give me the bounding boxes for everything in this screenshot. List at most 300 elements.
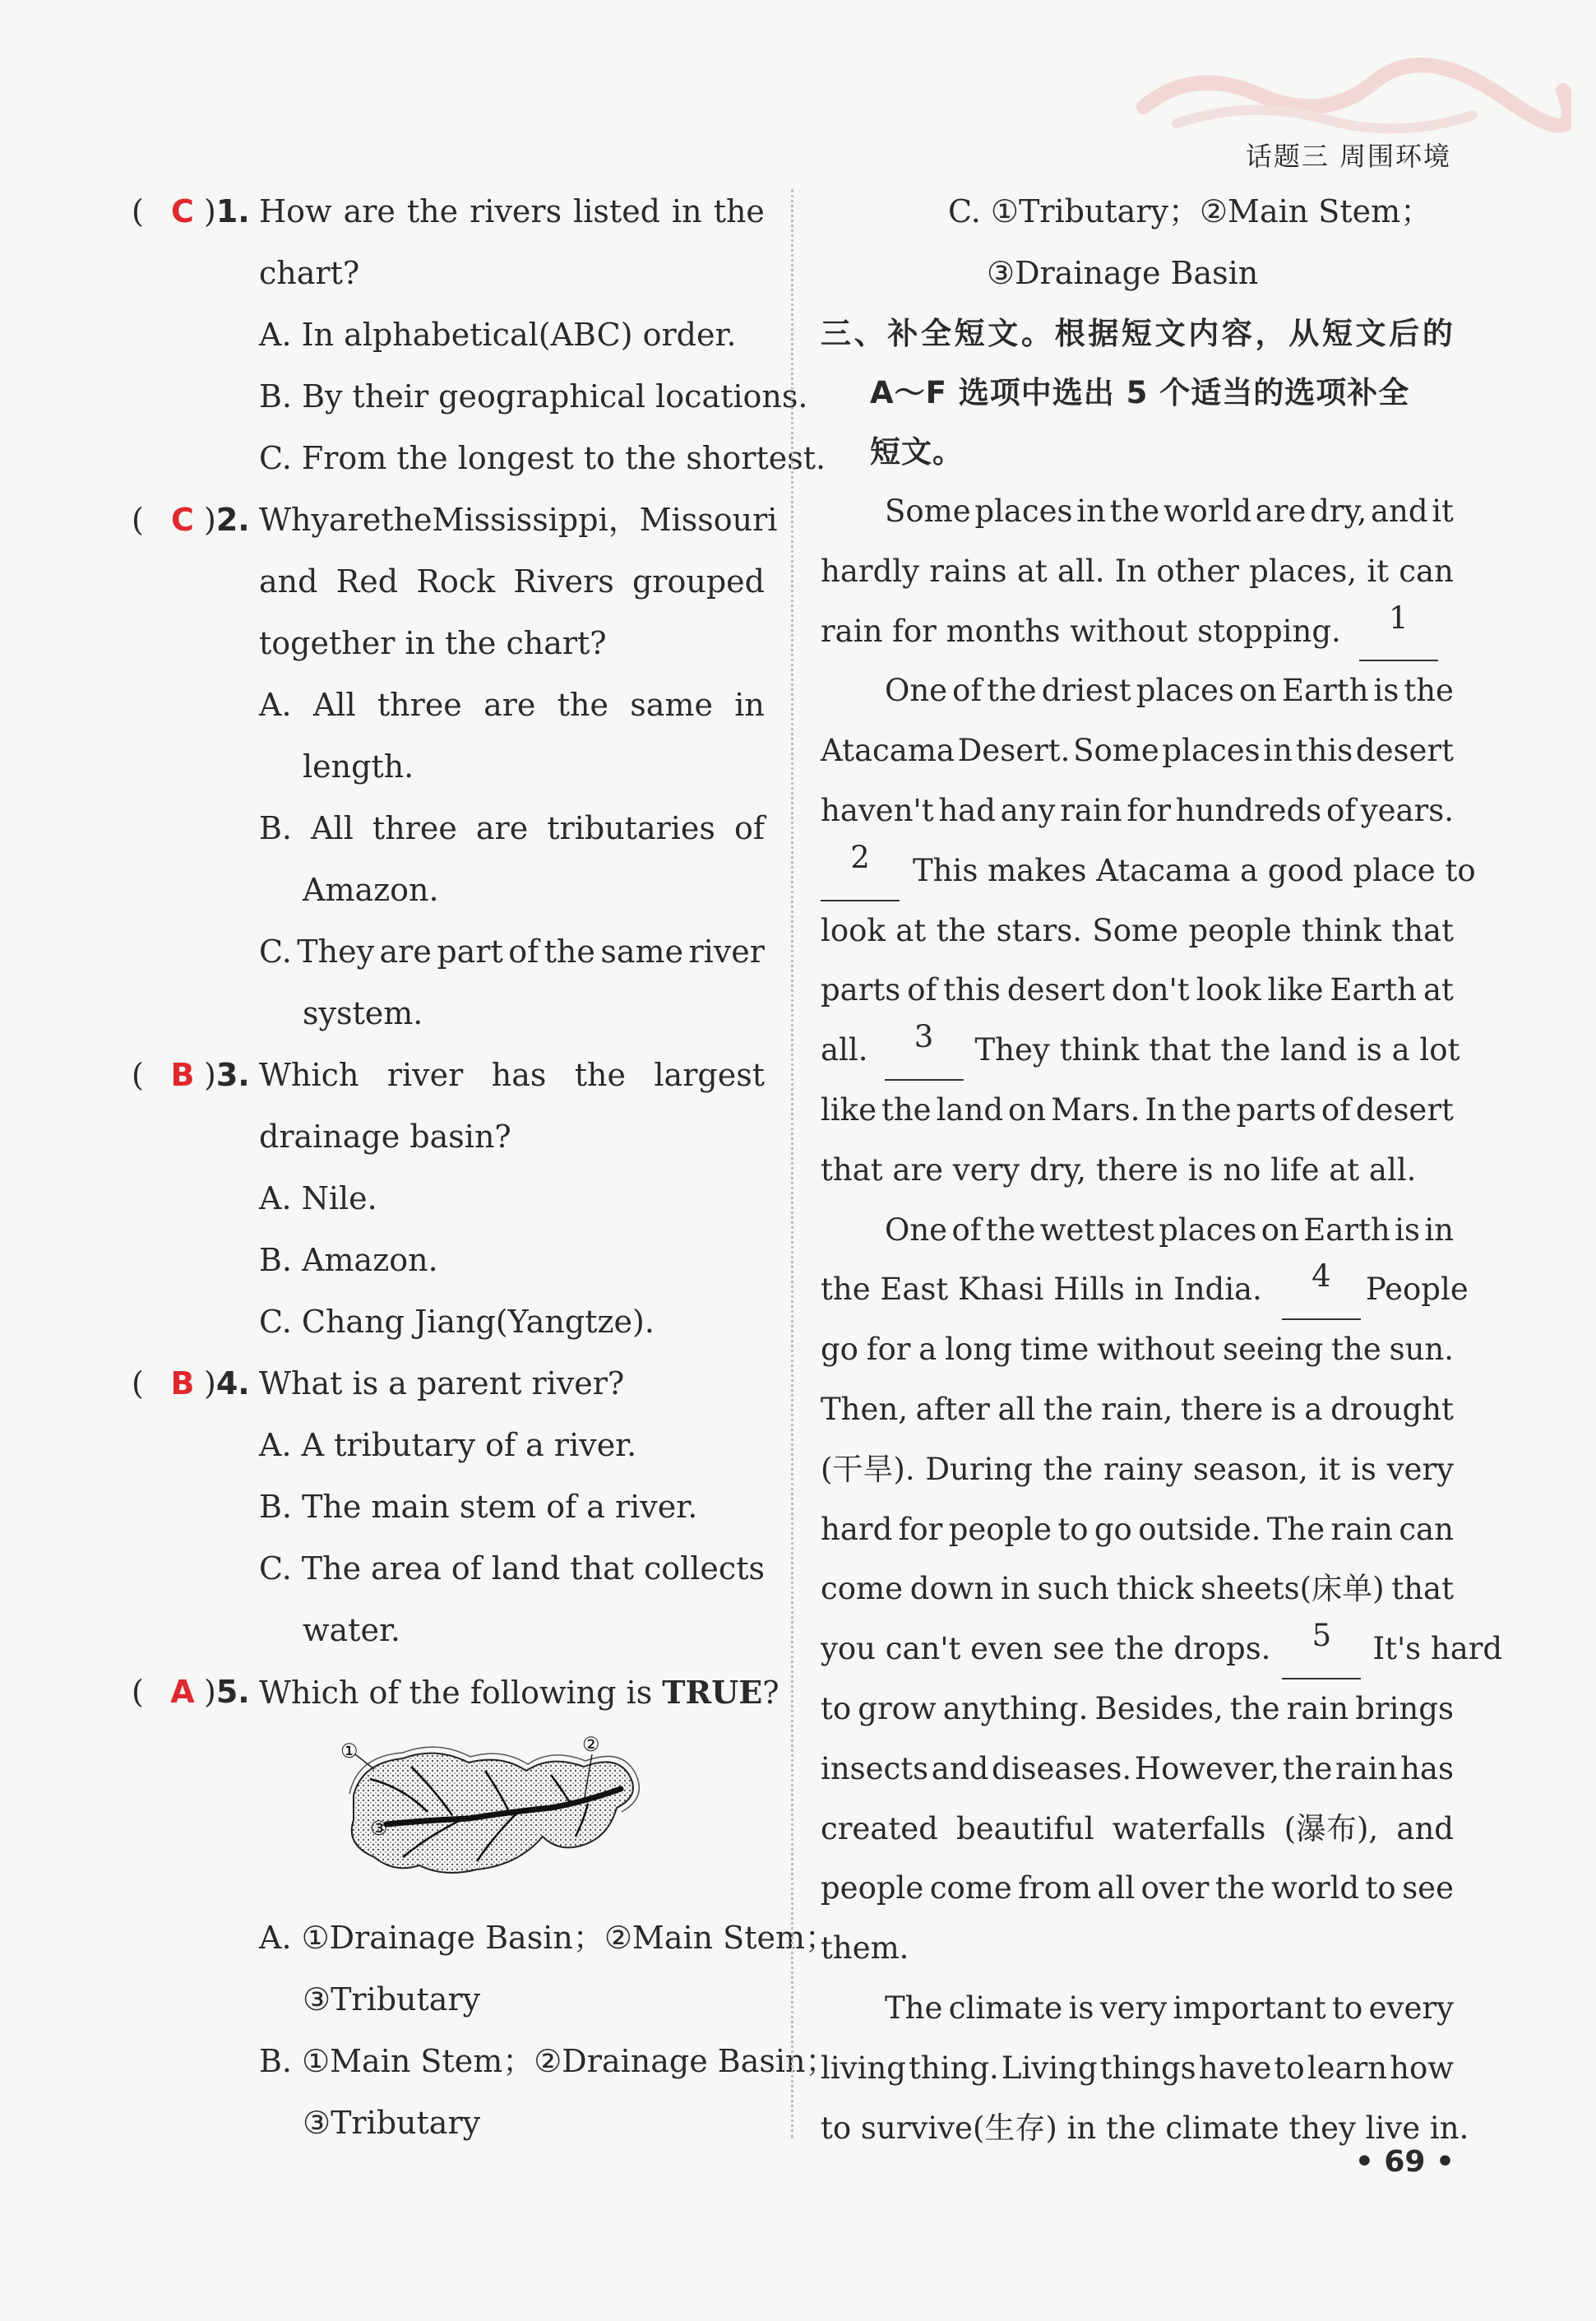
word: Red xyxy=(335,563,399,600)
word: in xyxy=(1076,493,1106,529)
section-3-instructions xyxy=(821,304,1454,482)
question-1: ( C )1. How are the rivers listed in the chart? A. In alphabetical(ABC) order. B. By their geographical locations. C. From the longest to the shortest. xyxy=(123,181,765,489)
word: very xyxy=(1386,1451,1454,1487)
word: world xyxy=(1163,493,1252,529)
title-char: ， xyxy=(1255,316,1287,351)
word: Which xyxy=(259,1057,359,1093)
blank-5[interactable]: 5 xyxy=(1282,1619,1361,1679)
word: Mars. xyxy=(1051,1091,1140,1128)
blank-2[interactable]: 2 xyxy=(821,841,900,901)
word: there xyxy=(1181,1391,1264,1427)
word: driest xyxy=(1041,673,1131,709)
option-b: B. The main stem of a river. xyxy=(259,1489,698,1525)
word: beautiful xyxy=(956,1810,1094,1846)
title-char: 短 xyxy=(1121,316,1153,351)
word: important xyxy=(1173,1990,1326,2026)
passage-line xyxy=(821,1559,1454,1619)
passage-line xyxy=(821,482,1454,542)
option-a: A. Nile. xyxy=(259,1180,377,1216)
word: at xyxy=(1016,553,1048,589)
word: places, xyxy=(1249,553,1358,589)
word: can xyxy=(1399,1511,1454,1547)
word: of xyxy=(508,933,539,970)
word: (干旱). xyxy=(821,1451,915,1487)
word: three xyxy=(377,687,462,723)
word: over xyxy=(1140,1870,1210,1906)
passage xyxy=(821,482,1503,2158)
option-a: A. ①Drainage Basin；②Main Stem； xyxy=(259,1920,836,1956)
word: created xyxy=(821,1810,938,1846)
word: Atacama xyxy=(821,733,955,769)
word: time xyxy=(1020,1332,1089,1368)
word: Mississippi，Missouri xyxy=(432,502,778,538)
word: A. xyxy=(259,687,292,723)
word: like xyxy=(821,1091,877,1128)
word: of xyxy=(952,673,983,709)
passage-line: They think that the land is a lot xyxy=(974,1032,1460,1068)
word: it xyxy=(1318,1451,1341,1487)
word: years. xyxy=(1360,792,1454,828)
question-number: 3. xyxy=(215,1057,250,1093)
word: One xyxy=(885,1211,948,1248)
passage-line xyxy=(821,1859,1454,1919)
column-divider xyxy=(791,189,793,2138)
word: river xyxy=(386,1057,464,1093)
word: same xyxy=(630,687,713,723)
word: climate xyxy=(948,1990,1063,2026)
word: places xyxy=(1136,673,1234,709)
map-label-1: ① xyxy=(340,1740,359,1763)
word: Then, xyxy=(821,1391,908,1427)
word: are xyxy=(379,933,432,970)
word: the xyxy=(1229,1690,1280,1726)
word: look xyxy=(821,912,886,948)
question-text-line: together in the chart? xyxy=(259,625,607,661)
word: rain, xyxy=(1101,1391,1173,1427)
word: collects xyxy=(643,1550,765,1587)
word: seeing xyxy=(1223,1332,1324,1368)
passage-line xyxy=(821,2039,1454,2099)
word: rain xyxy=(1060,792,1122,828)
word: Living xyxy=(1001,2050,1098,2086)
word: desert xyxy=(1355,1091,1454,1128)
word: listed xyxy=(573,193,661,229)
word: Rivers xyxy=(513,563,614,600)
option-c xyxy=(259,921,765,983)
blank-4[interactable]: 4 xyxy=(1282,1260,1361,1320)
word: it xyxy=(1367,553,1390,589)
option-b: B. By their geographical locations. xyxy=(259,378,808,415)
word: the xyxy=(1043,1451,1094,1487)
question-text-justified xyxy=(259,489,778,551)
question-text: Which of the following is xyxy=(259,1675,663,1711)
title-char: 三 xyxy=(821,316,852,351)
word: is xyxy=(1395,1211,1420,1248)
word: of xyxy=(1325,792,1356,828)
passage-line xyxy=(821,1800,1454,1860)
word: of xyxy=(733,810,765,846)
passage-line xyxy=(821,1380,1454,1440)
page-number: • 69 • xyxy=(1354,2145,1455,2179)
option-c-cont: water. xyxy=(303,1612,401,1648)
option-a: A. A tributary of a river. xyxy=(259,1427,637,1463)
word: places xyxy=(974,493,1073,529)
word: rains xyxy=(929,553,1007,589)
option-c-cont: ③Drainage Basin xyxy=(987,255,1259,291)
word: rainy xyxy=(1103,1451,1183,1487)
word: a xyxy=(918,1332,937,1368)
map-label-2: ② xyxy=(582,1733,600,1756)
title-char: 、 xyxy=(854,316,886,351)
word: parts xyxy=(821,972,901,1008)
word: is xyxy=(1270,1391,1297,1427)
word: of xyxy=(451,1550,482,1587)
question-text-line: drainage basin? xyxy=(259,1119,511,1155)
map-label-3: ③ xyxy=(370,1817,388,1840)
passage-line: to survive(生存) in the climate they live in. xyxy=(821,2110,1469,2146)
question-number: 4. xyxy=(215,1365,250,1401)
word: how xyxy=(1390,2050,1454,2086)
word: Some xyxy=(1092,912,1179,948)
word: come xyxy=(821,1571,903,1607)
word: living xyxy=(821,2050,906,2086)
word: in xyxy=(1263,733,1293,769)
word: for xyxy=(898,1511,943,1547)
option-a-cont: length. xyxy=(303,748,414,785)
question-2: ( C )2. Why are the Mississippi，Missouri and Red Rock Rivers grouped together in the chart? A. All three are the same in length. B. All three are tributaries of Amazon. C. They are part of the same river system. xyxy=(123,489,765,1045)
title-char: 文 xyxy=(988,316,1020,351)
word: to xyxy=(821,1690,852,1726)
option-b: B. Amazon. xyxy=(259,1242,438,1278)
word: for xyxy=(1126,792,1172,828)
word: in xyxy=(672,193,702,229)
blank-3[interactable]: 3 xyxy=(885,1021,964,1081)
word: in xyxy=(734,687,765,723)
passage-line: all. xyxy=(821,1032,868,1068)
word: Some xyxy=(1073,733,1159,769)
word: of xyxy=(1321,1091,1351,1128)
word: can xyxy=(1399,553,1454,589)
option-c: C. ①Tributary；②Main Stem； xyxy=(948,193,1432,229)
word: the xyxy=(713,193,765,229)
word: rain xyxy=(1335,1750,1398,1786)
word: Earth xyxy=(1303,1211,1390,1248)
word: Why xyxy=(259,502,329,538)
passage-line xyxy=(821,1201,1454,1261)
word: the xyxy=(1331,1332,1381,1368)
word: dry, xyxy=(1310,493,1367,529)
word: the xyxy=(1043,1391,1094,1427)
title-char: 后 xyxy=(1389,316,1421,351)
question-text-line: What is a parent river? xyxy=(259,1365,625,1401)
word: that xyxy=(1391,912,1454,948)
title-char: 据 xyxy=(1088,316,1120,351)
faint-stamp-watermark xyxy=(1127,49,1571,140)
word: All xyxy=(312,687,356,723)
word: rain xyxy=(1330,1511,1393,1547)
word: river xyxy=(688,933,765,970)
word: are xyxy=(483,687,536,723)
passage-line xyxy=(821,542,1454,602)
word: three xyxy=(372,810,457,846)
word: it xyxy=(1432,493,1454,529)
word: desert xyxy=(1355,733,1454,769)
word: the xyxy=(1282,1750,1333,1786)
word: stars. xyxy=(996,912,1082,948)
word: on xyxy=(1261,1211,1299,1248)
word: for xyxy=(866,1332,911,1368)
word: C. xyxy=(259,933,292,970)
word: One xyxy=(885,673,948,709)
word: and xyxy=(931,1750,989,1786)
passage-line xyxy=(821,1320,1454,1380)
word: In xyxy=(1114,553,1147,589)
passage-line: This makes Atacama a good place to xyxy=(913,852,1476,888)
word: are xyxy=(329,502,382,538)
question-text-bold: TRUE xyxy=(662,1674,763,1711)
word: thick xyxy=(1116,1571,1194,1607)
title-char: 文 xyxy=(1154,316,1187,351)
word: long xyxy=(945,1332,1012,1368)
word: come xyxy=(929,1870,1012,1906)
word: are xyxy=(343,193,396,229)
word: They xyxy=(297,933,375,970)
title-char: 容 xyxy=(1221,316,1253,351)
word: and xyxy=(1370,493,1428,529)
word: places xyxy=(1162,733,1261,769)
passage-line xyxy=(821,1740,1454,1800)
word: desert xyxy=(1006,972,1105,1008)
word: The xyxy=(301,1550,362,1587)
option-a-cont: ③Tributary xyxy=(303,1981,481,2018)
word: the xyxy=(1214,1870,1265,1906)
word: other xyxy=(1156,553,1239,589)
word: learn xyxy=(1307,2050,1388,2086)
word: every xyxy=(1368,1990,1454,2026)
word: In xyxy=(1145,1091,1177,1128)
option-c: C. Chang Jiang(Yangtze). xyxy=(259,1304,655,1340)
word: the xyxy=(1181,1091,1232,1128)
word: insects xyxy=(821,1750,929,1786)
word: grow xyxy=(858,1690,937,1726)
passage-line xyxy=(821,721,1454,781)
passage-line xyxy=(821,1679,1454,1740)
word: at xyxy=(895,912,927,948)
word: Earth xyxy=(1282,673,1369,709)
word: things xyxy=(1099,2050,1196,2086)
word: in xyxy=(1424,1211,1454,1248)
passage-line: It's hard xyxy=(1372,1631,1503,1667)
question-text-justified xyxy=(259,1045,765,1106)
word: world xyxy=(1270,1870,1360,1906)
word: C. xyxy=(259,1550,292,1587)
title-char: 短 xyxy=(1321,316,1353,351)
word: Desert. xyxy=(957,733,1071,769)
word: to xyxy=(1365,1870,1396,1906)
word: had xyxy=(938,792,996,828)
word: land xyxy=(491,1550,561,1587)
word: sheets(床单) xyxy=(1200,1571,1385,1607)
drainage-basin-map xyxy=(337,1730,650,1894)
word: on xyxy=(1238,673,1277,709)
word: all. xyxy=(1057,553,1105,589)
word: of xyxy=(907,972,937,1008)
word: the xyxy=(557,687,608,723)
word: brings xyxy=(1355,1690,1454,1726)
title-char: 文 xyxy=(1355,316,1387,351)
answer-mark: B xyxy=(170,1057,195,1093)
answer-mark: B xyxy=(170,1365,195,1401)
section-title-line xyxy=(821,304,1454,364)
word: have xyxy=(1198,2050,1272,2086)
question-3: ( B )3. Which river has the largest drainage basin? A. Nile. B. Amazon. C. Chang Jiang(Yangtze). xyxy=(123,1045,765,1353)
title-char: 内 xyxy=(1188,316,1220,351)
word: people xyxy=(1188,912,1292,948)
word: diseases. xyxy=(992,1750,1132,1786)
word: Besides, xyxy=(1094,1690,1224,1726)
word: are xyxy=(475,810,529,846)
word: Rock xyxy=(416,563,496,600)
word: any xyxy=(1000,792,1056,828)
word: that xyxy=(1391,1571,1454,1607)
passage-line xyxy=(821,1500,1454,1560)
word: waterfalls xyxy=(1112,1810,1266,1846)
word: thing. xyxy=(909,2050,999,2086)
passage-line xyxy=(821,1081,1454,1141)
word: The xyxy=(885,1990,943,2026)
word: rivers xyxy=(470,193,562,229)
word: During xyxy=(925,1451,1033,1487)
option-b-cont: Amazon. xyxy=(303,872,439,908)
right-column xyxy=(821,181,1503,2158)
word: hundreds xyxy=(1175,792,1322,828)
question-number: 2. xyxy=(215,502,250,538)
word: B. xyxy=(259,810,293,846)
option-c-cont: system. xyxy=(303,995,423,1031)
word: and xyxy=(259,563,318,600)
word: hard xyxy=(821,1511,893,1547)
title-char: 全 xyxy=(920,316,952,351)
word: down xyxy=(909,1571,994,1607)
word: has xyxy=(1400,1750,1454,1786)
word: the xyxy=(544,933,595,970)
question-text-end: ? xyxy=(762,1675,779,1711)
word: a xyxy=(1304,1391,1323,1427)
passage-line: that are very dry, there is no life at all. xyxy=(821,1151,1417,1188)
title-char: 从 xyxy=(1288,316,1321,351)
word: All xyxy=(311,810,354,846)
word: this xyxy=(1295,733,1353,769)
passage-line: them. xyxy=(821,1930,909,1967)
word: largest xyxy=(654,1057,765,1093)
word: all xyxy=(1097,1870,1136,1906)
question-text-justified xyxy=(259,551,765,613)
word: the xyxy=(1109,493,1160,529)
question-text-line: chart? xyxy=(259,255,360,291)
word: look xyxy=(1196,972,1261,1008)
word: the xyxy=(406,193,459,229)
question-5: ( A )5. Which of the following is TRUE? ① ② ③ A. ①Drainage Basin；②Main Stem； ③Tributary B. ①Main Stem；②Drainage Basin； ③Tributary xyxy=(123,1661,765,2154)
passage-line xyxy=(821,1979,1454,2039)
word: don't xyxy=(1111,972,1190,1008)
word: without xyxy=(1097,1332,1215,1368)
option-b-cont: ③Tributary xyxy=(303,2105,481,2141)
passage-line xyxy=(821,661,1454,721)
question-4: ( B )4. What is a parent river? A. A tributary of a river. B. The main stem of a river. C. The area of land that collects water. xyxy=(123,1353,765,1661)
word: part xyxy=(437,933,503,970)
word: drought xyxy=(1330,1391,1454,1427)
word: is xyxy=(1068,1990,1094,2026)
passage-line xyxy=(821,1440,1454,1500)
word: The xyxy=(1266,1511,1325,1547)
word: the xyxy=(381,502,433,538)
word: (瀑布), xyxy=(1284,1810,1379,1846)
word: parts xyxy=(1236,1091,1316,1128)
option-a: A. In alphabetical(ABC) order. xyxy=(259,317,737,353)
word: in xyxy=(1001,1571,1030,1607)
word: same xyxy=(600,933,684,970)
word: are xyxy=(1255,493,1307,529)
word: the xyxy=(574,1057,626,1093)
passage-line xyxy=(821,901,1454,961)
word: on xyxy=(1008,1091,1047,1128)
word: people xyxy=(948,1511,1052,1547)
word: Earth xyxy=(1330,972,1417,1008)
word: of xyxy=(951,1211,982,1248)
title-char: 的 xyxy=(1422,316,1454,351)
word: see xyxy=(1402,1870,1454,1906)
answer-mark: C xyxy=(171,193,194,229)
left-column xyxy=(123,181,837,2154)
word: that xyxy=(570,1550,635,1587)
word: places xyxy=(1159,1211,1257,1248)
word: at xyxy=(1423,972,1454,1008)
word: this xyxy=(943,972,1001,1008)
word: Some xyxy=(885,493,971,529)
word: How xyxy=(259,193,332,229)
word: think xyxy=(1302,912,1381,948)
title-char: 根 xyxy=(1054,316,1086,351)
question-number: 5. xyxy=(215,1674,250,1710)
passage-line: People xyxy=(1365,1272,1469,1308)
word: the xyxy=(1404,673,1454,709)
passage-line: the East Khasi Hills in India. xyxy=(821,1272,1262,1308)
word: sun. xyxy=(1389,1332,1454,1368)
word: very xyxy=(1099,1990,1168,2026)
answer-mark: C xyxy=(171,502,194,538)
word: from xyxy=(1018,1870,1091,1906)
passage-line xyxy=(821,781,1454,841)
blank-1[interactable]: 1 xyxy=(1359,602,1438,662)
word: people xyxy=(821,1870,924,1906)
word: to xyxy=(1057,1511,1089,1547)
answer-mark: A xyxy=(170,1674,195,1710)
word: like xyxy=(1267,972,1324,1008)
word: the xyxy=(936,912,987,948)
word: to xyxy=(1274,2050,1305,2086)
word: area xyxy=(371,1550,442,1587)
word: However, xyxy=(1134,1750,1280,1786)
word: go xyxy=(1094,1511,1132,1547)
option-b xyxy=(259,798,765,859)
option-b: B. ①Main Stem；②Drainage Basin； xyxy=(259,2043,837,2079)
passage-line xyxy=(821,961,1454,1021)
word: land xyxy=(936,1091,1004,1128)
option-c xyxy=(259,1538,765,1600)
page-header-topic: 话题三 周围环境 xyxy=(1245,141,1451,172)
word: is xyxy=(1351,1451,1376,1487)
option-a xyxy=(259,674,765,736)
